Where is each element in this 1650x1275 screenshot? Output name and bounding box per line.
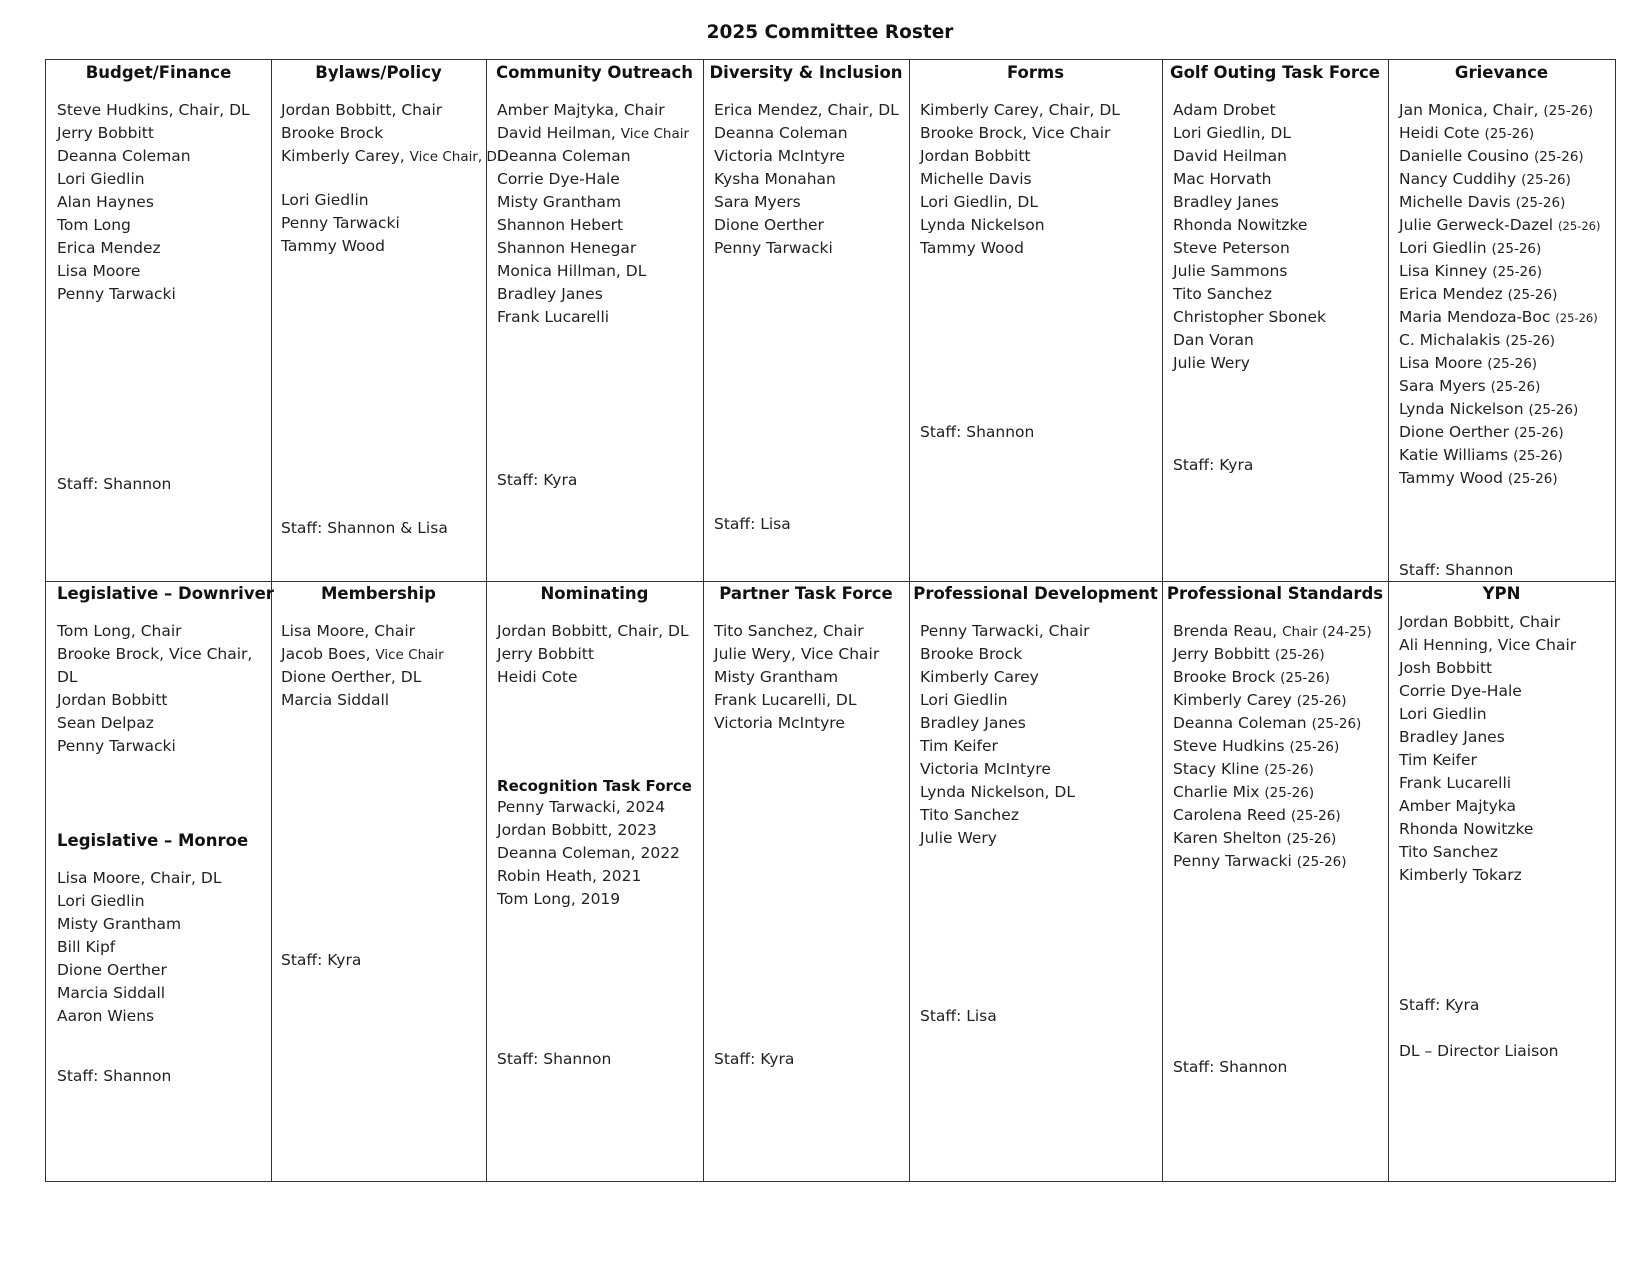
member: Corrie Dye-Hale [1399,682,1522,700]
member-role: Vice Chair [620,126,690,142]
member: Lori Giedlin [57,892,145,910]
member-name: Deanna Coleman [1173,714,1307,732]
member [1399,398,1600,421]
member-term: (25-26) [1484,126,1535,142]
member-term: (25-26) [1558,219,1601,233]
member: Victoria McIntyre [920,760,1051,778]
member-name: Dione Oerther [1399,423,1509,441]
recognition-entry: Penny Tarwacki, 2024 [497,798,666,816]
member-name: Jacob Boes, [281,645,371,663]
member: Penny Tarwacki [57,285,176,303]
committee-heading: Professional Development [913,584,1158,603]
staff-contact: Staff: Kyra [281,951,362,969]
committee-heading: Forms [1006,63,1065,82]
member [1173,735,1372,758]
committee-heading: Golf Outing Task Force [1170,63,1380,82]
committee-partner-task-force [703,581,909,1181]
committee-heading: Partner Task Force [719,584,893,603]
staff-contact: Staff: Lisa [920,1007,997,1025]
member [1399,260,1600,283]
member: Jordan Bobbitt [920,147,1031,165]
committee-heading: Community Outreach [495,63,694,82]
member-name: Brooke Brock [1173,668,1276,686]
member-name: C. Michalakis [1399,331,1501,349]
member [1173,620,1372,643]
member [1399,145,1600,168]
committee-diversity-inclusion [703,60,909,581]
member: Erica Mendez [57,239,161,257]
member-term: (25-26) [1521,172,1571,188]
member: Victoria McIntyre [714,147,845,165]
member [497,122,689,145]
page-title: 2025 Committee Roster [706,22,954,43]
committee-golf-outing [1162,60,1388,581]
member [1173,758,1372,781]
member-term: (25-26) [1296,693,1347,709]
member [1173,643,1372,666]
member: Julie Wery, Vice Chair [714,645,880,663]
recognition-entry: Jordan Bobbitt, 2023 [497,821,657,839]
member-term: (25-26) [1528,402,1579,418]
staff-contact: Staff: Shannon & Lisa [281,519,448,537]
member: Misty Grantham [714,668,839,686]
committee-heading: Professional Standards [1166,584,1384,603]
recognition-entry: Tom Long, 2019 [497,890,621,908]
member-name: Kimberly Carey, [281,147,405,165]
member-name: Lisa Moore [1399,354,1483,372]
member: Lori Giedlin [920,691,1008,709]
member: Lori Giedlin [57,170,145,188]
member: Aaron Wiens [57,1007,155,1025]
member: Penny Tarwacki, Chair [920,622,1090,640]
member-name: Sara Myers [1399,377,1486,395]
member: Deanna Coleman [714,124,848,142]
committee-professional-standards [1162,581,1388,1181]
member: Tim Keifer [920,737,998,755]
member: Amber Majtyka, Chair [497,101,665,119]
member [1173,666,1372,689]
member: Shannon Henegar [497,239,637,257]
member [1399,444,1600,467]
member-term: (25-26) [1264,762,1314,778]
member-name: Danielle Cousino [1399,147,1529,165]
member: Brooke Brock, Vice Chair, DL [57,645,253,686]
member-term: (25-26) [1487,356,1538,372]
member-term: (25-26) [1311,716,1362,732]
committee-bylaws-policy [271,60,505,581]
member-name: Penny Tarwacki [1173,852,1292,870]
member: Tito Sanchez [1399,843,1498,861]
member: Bill Kipf [57,938,116,956]
member: Frank Lucarelli [1399,774,1512,792]
member: Victoria McIntyre [714,714,845,732]
member: Lori Giedlin [281,191,369,209]
member-term: (25-26) [1492,264,1542,280]
member: Deanna Coleman [497,147,631,165]
committee-heading: Legislative – Downriver [57,584,274,603]
member: Heidi Cote [497,668,578,686]
member: Christopher Sbonek [1173,308,1326,326]
recognition-entry: Robin Heath, 2021 [497,867,642,885]
member-term: (25-26) [1290,808,1341,824]
staff-contact: Staff: Shannon [920,423,1035,441]
member-term: (25-26) [1505,333,1556,349]
committee-heading: YPN [1482,584,1521,603]
member: Brooke Brock [920,645,1023,663]
committee-heading: Membership [321,584,436,603]
member: Tom Long [57,216,131,234]
member: Misty Grantham [57,915,182,933]
committee-heading: Budget/Finance [85,63,232,82]
member: Julie Wery [920,829,997,847]
member-name: Maria Mendoza-Boc [1399,308,1551,326]
member: Michelle Davis [920,170,1032,188]
member-name: Lori Giedlin [1399,239,1487,257]
member-name: Lisa Kinney [1399,262,1488,280]
member-term: (25-26) [1264,785,1315,801]
member: Jordan Bobbitt [57,691,168,709]
member: Adam Drobet [1173,101,1276,119]
member: Lori Giedlin [1399,705,1487,723]
committee-heading: Bylaws/Policy [315,63,442,82]
member: Erica Mendez, Chair, DL [714,101,899,119]
member-role: Vice Chair, DL [409,149,505,165]
member: Rhonda Nowitzke [1399,820,1534,838]
staff-contact: Staff: Shannon [57,475,172,493]
member: Tom Long, Chair [57,622,182,640]
member: Tito Sanchez, Chair [714,622,864,640]
committee-nominating [486,581,703,1181]
member [1173,850,1372,873]
member [1173,781,1372,804]
member: Lisa Moore, Chair, DL [57,869,222,887]
member: Bradley Janes [1173,193,1279,211]
member: Marcia Siddall [281,691,390,709]
member: Sara Myers [714,193,801,211]
member-term: (25-26) [1533,149,1584,165]
member-name: Tammy Wood [1399,469,1503,487]
member: Kimberly Carey [920,668,1039,686]
member: Dione Oerther [714,216,824,234]
member: Jordan Bobbitt, Chair [281,101,443,119]
committee-budget-finance [46,60,271,581]
member-name: Stacy Kline [1173,760,1260,778]
member: Tammy Wood [281,237,385,255]
member: Alan Haynes [57,193,154,211]
member: Kimberly Carey, Chair, DL [920,101,1120,119]
member-name: Karen Shelton [1173,829,1282,847]
member: Lori Giedlin, DL [920,193,1039,211]
member: Frank Lucarelli, DL [714,691,857,709]
member-term: (25-26) [1543,103,1594,119]
member: Marcia Siddall [57,984,166,1002]
member: Dione Oerther, DL [281,668,422,686]
member-name: Lynda Nickelson [1399,400,1524,418]
staff-contact: Staff: Shannon [1399,561,1514,579]
member [1399,375,1600,398]
member: Lori Giedlin, DL [1173,124,1292,142]
member: Bradley Janes [497,285,603,303]
member: Lisa Moore, Chair [281,622,416,640]
member: Dione Oerther [57,961,167,979]
member: Josh Bobbitt [1399,659,1493,677]
member: Frank Lucarelli [497,308,610,326]
member [1399,306,1600,329]
member-name: Katie Williams [1399,446,1509,464]
member-name: Jan Monica, Chair, [1399,101,1539,119]
committee-ypn [1388,581,1615,1181]
member: Julie Wery [1173,354,1250,372]
member-term: (25-26) [1286,831,1337,847]
member-term: (25-26) [1507,287,1558,303]
member: Tito Sanchez [1173,285,1272,303]
staff-contact: Staff: Kyra [1173,456,1254,474]
member-role: Vice Chair [375,647,444,663]
member [1399,191,1600,214]
committee-heading: Diversity & Inclusion [709,63,903,82]
staff-contact: Staff: Kyra [1399,996,1480,1014]
member [1173,827,1372,850]
member [281,643,444,666]
member [1173,689,1372,712]
member: Tito Sanchez [920,806,1019,824]
member: Monica Hillman, DL [497,262,647,280]
committee-legislative [46,581,274,1181]
member-term: (25-26) [1515,195,1566,211]
member [1399,122,1600,145]
member [1399,237,1600,260]
member: Jordan Bobbitt, Chair, DL [497,622,689,640]
member: Kimberly Tokarz [1399,866,1522,884]
member-name: Nancy Cuddihy [1399,170,1517,188]
member: Corrie Dye-Hale [497,170,620,188]
committee-heading: Nominating [540,584,649,603]
member-term: (25-26) [1555,311,1598,325]
member: Lynda Nickelson [920,216,1045,234]
member-term: (25-26) [1507,471,1558,487]
member-name: Charlie Mix [1173,783,1260,801]
member-term: (25-26) [1296,854,1347,870]
committee-forms [909,60,1162,581]
member: Kysha Monahan [714,170,836,188]
member [1399,214,1600,237]
member: Penny Tarwacki [714,239,833,257]
member: Dan Voran [1173,331,1254,349]
roster-table [45,59,1616,1182]
member-term: (25-26) [1289,739,1340,755]
member-name: Michelle Davis [1399,193,1511,211]
committee-heading: Grievance [1454,63,1549,82]
staff-contact: Staff: Kyra [497,471,578,489]
member: Steve Hudkins, Chair, DL [57,101,250,119]
member: Brooke Brock [281,124,384,142]
member-name: Brenda Reau, [1173,622,1278,640]
staff-contact: Staff: Kyra [714,1050,795,1068]
member: Penny Tarwacki [281,214,400,232]
member: Tammy Wood [920,239,1024,257]
member [1173,804,1372,827]
member-term: (25-26) [1490,379,1541,395]
member: Tim Keifer [1399,751,1477,769]
staff-contact: Staff: Shannon [1173,1058,1288,1076]
member-term: (25-26) [1280,670,1330,686]
member: Lynda Nickelson, DL [920,783,1075,801]
member: Steve Peterson [1173,239,1290,257]
committee-professional-development [909,581,1162,1181]
member-term: (25-26) [1274,647,1325,663]
member: Penny Tarwacki [57,737,176,755]
member-term: Chair (24-25) [1282,624,1372,640]
member-term: (25-26) [1513,448,1563,464]
member-name: Carolena Reed [1173,806,1286,824]
member: Shannon Hebert [497,216,624,234]
member: Jerry Bobbitt [497,645,594,663]
member-name: Heidi Cote [1399,124,1480,142]
member [1399,467,1600,490]
member: Sean Delpaz [57,714,154,732]
member [1399,352,1600,375]
member: Rhonda Nowitzke [1173,216,1308,234]
member [1399,421,1600,444]
staff-contact: Staff: Shannon [497,1050,612,1068]
committee-grievance [1388,60,1615,581]
member-name: Jerry Bobbitt [1173,645,1270,663]
recognition-task-force-heading: Recognition Task Force [497,777,692,795]
member [1399,283,1600,306]
member-name: Julie Gerweck-Dazel [1399,216,1554,234]
staff-contact: Staff: Lisa [714,515,791,533]
member-name: David Heilman, [497,124,616,142]
member: Bradley Janes [920,714,1026,732]
member: Mac Horvath [1173,170,1272,188]
member: Brooke Brock, Vice Chair [920,124,1111,142]
member-name: Steve Hudkins [1173,737,1285,755]
member-name: Kimberly Carey [1173,691,1292,709]
member: Amber Majtyka [1399,797,1517,815]
member-name: Erica Mendez [1399,285,1503,303]
member [1399,99,1600,122]
dl-legend: DL – Director Liaison [1399,1042,1559,1060]
member: Bradley Janes [1399,728,1505,746]
member: Lisa Moore [57,262,141,280]
member-term: (25-26) [1491,241,1542,257]
member-term: (25-26) [1513,425,1564,441]
member: Deanna Coleman [57,147,191,165]
member: Julie Sammons [1173,262,1288,280]
member: Jerry Bobbitt [57,124,154,142]
member [1399,329,1600,352]
committee-community-outreach [486,60,703,581]
committee-heading: Legislative – Monroe [57,831,249,850]
member: Ali Henning, Vice Chair [1399,636,1577,654]
member: David Heilman [1173,147,1287,165]
member: Jordan Bobbitt, Chair [1399,613,1561,631]
staff-contact: Staff: Shannon [57,1067,172,1085]
member: Misty Grantham [497,193,622,211]
member [1173,712,1372,735]
committee-membership [271,581,486,1181]
recognition-entry: Deanna Coleman, 2022 [497,844,680,862]
member [1399,168,1600,191]
